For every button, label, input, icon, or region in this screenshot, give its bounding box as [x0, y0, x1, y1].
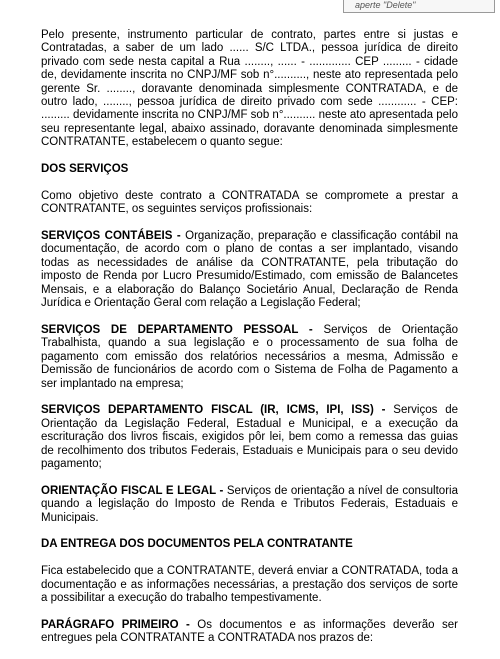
service-item-contabeis [41, 230, 458, 310]
section-title-entrega: DA ENTREGA DOS DOCUMENTOS PELA CONTRATANTE [41, 538, 353, 551]
service-item-text: Serviços de Orientação Trabalhista, quando a sua legislação e o processamento de sua folha de pagamento com emissão dos relatórios necessários a mesma, Admissão e Demissão de funcionários de acordo com o Sistema de Folha de Pagamento a ser implantado na empresa; [41, 323, 458, 390]
service-item-departamento-fiscal [41, 404, 458, 471]
section-title-servicos: DOS SERVIÇOS [41, 163, 129, 176]
paragrafo-primeiro [41, 619, 458, 646]
service-item-orientacao-fiscal [41, 485, 458, 525]
entrega-paragraph: Fica estabelecido que a CONTRATANTE, deverá enviar a CONTRATADA, toda a documentação e as informações necessárias, a prestação dos serviços de sorte a possibilitar a execução do trabalho tempestivamente. [41, 565, 458, 604]
service-item-text: Serviços de Orientação da Legislação Federal, Estadual e Municipal, e a execução da escrituração dos livros fiscais, exigidos pôr lei, bem como a remessa das guias de recolhimento dos tributos Federais, Estaduais e Municipais para o seu devido pagamento; [41, 404, 458, 470]
delete-hint-note: aperte "Delete" [343, 0, 495, 13]
service-item-text: Organização, preparação e classificação contábil na documentação, de acordo com o plano de contas a ser implantado, visando todas as necessidades de análise da CONTRATANTE, pela tributação do imposto de Renda por Lucro Presumido/Estimado, com emissão de Balancetes Mensais, e a elaboração do Balanço Societário Anual, Declaração de Renda Jurídica e Orientação Geral com relação a Legislação Federal; [41, 230, 458, 310]
contract-document [41, 29, 458, 659]
service-item-title: SERVIÇOS DE DEPARTAMENTO PESSOAL - [41, 323, 313, 336]
paragrafo-primeiro-title: PARÁGRAFO PRIMEIRO - [41, 618, 190, 631]
service-item-title: ORIENTAÇÃO FISCAL E LEGAL - [41, 484, 224, 497]
paragrafo-primeiro-text: Os documentos e as informações deverão ser entregues pela CONTRATANTE a CONTRATADA nos prazos de: [41, 618, 458, 645]
intro-paragraph: Pelo presente, instrumento particular de contrato, partes entre si justas e Contratadas, a saber de um lado ...... S/C LTDA., pessoa jurídica de direito privado com sede nesta capital a Rua ........, ...... - ............. CEP ......... - cidade de, devidamente inscrita no CNPJ/MF sob n°.........., neste ato representada pelo gerente Sr. ........, doravante denominada simplesmente CONTRATADA, e de outro lado, ........, pessoa jurídica de direito privado com sede ............ - CEP: ......... devidamente inscrita no CNPJ/MF sob n°.......... neste ato apresentada pelo seu representante legal, abaixo assinado, doravante denominada simplesmente CONTRATANTE, estabelecem o quanto segue: [41, 29, 458, 149]
service-item-title: SERVIÇOS DEPARTAMENTO FISCAL (IR, ICMS, IPI, ISS) - [41, 404, 386, 417]
service-item-departamento-pessoal [41, 324, 458, 391]
service-item-title: SERVIÇOS CONTÁBEIS - [41, 230, 181, 243]
servicos-intro-paragraph: Como objetivo deste contrato a CONTRATADA se compromete a prestar a CONTRATANTE, os seguintes serviços profissionais: [41, 189, 458, 216]
service-item-text: Serviços de orientação a nível de consultoria quando a legislação do Imposto de Renda e Tributos Federais, Estaduais e Municipais. [41, 484, 458, 524]
